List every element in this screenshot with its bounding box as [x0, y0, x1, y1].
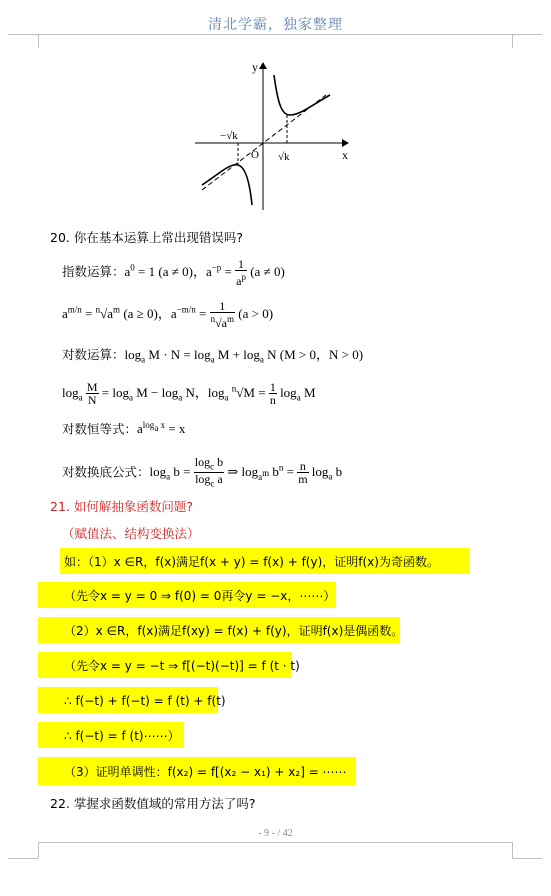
q20-title: 20. 你在基本运算上常出现错误吗?	[50, 230, 243, 245]
crop-mark	[512, 34, 513, 48]
hyperbola-graph	[190, 55, 360, 215]
example-1: 如：（1）x ∈R，f(x)满足f(x + y) = f(x) + f(y)，证明f(x)为奇函数。	[64, 555, 439, 569]
crop-mark	[8, 858, 38, 859]
hint-2: （先令x = y = −t ⇒ f[(−t)(−t)] = f (t · t)	[64, 659, 300, 673]
page-header: 清北学霸，独家整理	[208, 17, 343, 33]
crop-mark	[38, 842, 39, 858]
log-identity-line: 对数恒等式：$a^{log_a x} = x$	[62, 420, 186, 437]
crop-mark	[512, 858, 542, 859]
origin-label: O	[251, 149, 259, 161]
crop-mark	[38, 34, 39, 48]
crop-mark	[8, 34, 38, 35]
change-prefix: 对数换底公式：	[62, 464, 150, 480]
identity-prefix: 对数恒等式：	[62, 421, 138, 437]
q21-method: （赋值法、结构变换法）	[62, 526, 200, 541]
step-2: ∴ f(−t) + f(−t) = f (t) + f(t)	[64, 694, 226, 708]
crop-mark	[512, 842, 513, 858]
y-label: y	[252, 60, 258, 74]
neg-sqrt-k-label: −√k	[220, 130, 238, 142]
exp-root-line: $a^{m/n} = ^n√a^m$ (a ≥ 0)，$a^{-m/n}$ = $\frac{1}{^n√a^m}$ (a > 0)	[62, 299, 274, 330]
page-number: - 9 - / 42	[258, 828, 293, 839]
change-base-line: 对数换底公式：$\log_a b$ = $\frac{\log_c b}{\log_c a}$ ⇒ $\log_{a^m} b^n$ = $\frac{n}{m}$ $\log_a b$	[62, 455, 343, 489]
q21-title: 21. 如何解抽象函数问题?	[50, 499, 193, 514]
exp-rule-line: 指数运算：$a^0 = 1$ (a ≠ 0)，$a^{-p}$ = $\frac{1}{a^p}$ (a ≠ 0)	[62, 257, 285, 288]
step-3: ∴ f(−t) = f (t)⋯⋯）	[64, 729, 180, 743]
exp-prefix: 指数运算：	[62, 264, 125, 279]
curve-right	[274, 75, 330, 115]
log-quotient-line: $\log_a$ $\frac{M}{N}$ = $\log_a M - \log_a N$，$\log_a ^n√M$ = $\frac{1}{n}$ $\log_a M$	[62, 380, 316, 408]
header-rule	[38, 34, 512, 35]
example-3: （3）证明单调性：f(x₂) = f[(x₂ − x₁) + x₂] = ⋯⋯	[64, 765, 347, 779]
q22-title: 22. 掌握求函数值域的常用方法了吗?	[50, 796, 256, 811]
hint-1: （先令x = y = 0 ⇒ f(0) = 0再令y = −x，⋯⋯）	[64, 589, 336, 603]
example-2: （2）x ∈R，f(x)满足f(xy) = f(x) + f(y)，证明f(x)是偶函数。	[64, 624, 404, 638]
log-prefix: 对数运算：	[62, 347, 125, 362]
log-rule-line: 对数运算：$\log_a M \cdot N = \log_a M + \log_a N$ (M > 0，N > 0)	[62, 347, 364, 365]
crop-mark	[512, 34, 542, 35]
pos-sqrt-k-label: √k	[278, 151, 290, 163]
x-label: x	[342, 148, 348, 162]
footer-rule	[38, 842, 512, 843]
